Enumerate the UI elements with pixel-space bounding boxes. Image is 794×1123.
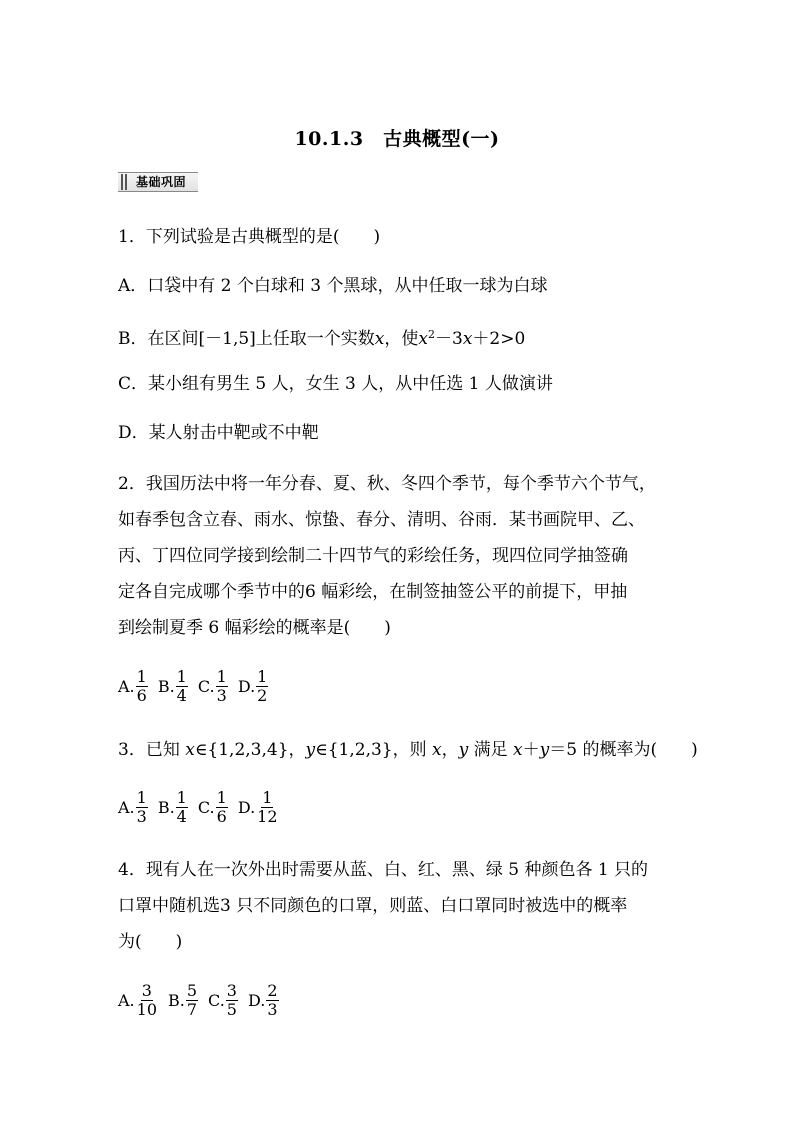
fraction [226, 982, 238, 1019]
numerator: 3 [226, 981, 237, 1000]
choice-c [198, 789, 228, 826]
choice-d [248, 982, 279, 1019]
question-3-choices [118, 789, 289, 826]
choice-letter: D. [237, 677, 256, 696]
denominator: 10 [136, 1000, 157, 1019]
fraction [216, 668, 228, 705]
numerator: 1 [176, 788, 187, 807]
denominator: 5 [226, 1000, 237, 1019]
variable: y [458, 740, 469, 760]
fraction [136, 668, 148, 705]
choice-letter: D. [247, 991, 266, 1010]
variable: x [513, 740, 523, 760]
variable: x [418, 329, 428, 349]
denominator: 4 [176, 807, 187, 826]
denominator: 3 [136, 807, 147, 826]
numerator: 1 [136, 667, 147, 686]
numerator: 1 [257, 667, 268, 686]
question-2-stem-line: 丙、丁四位同学接到绘制二十四节气的彩绘任务，现四位同学抽签确 [118, 546, 628, 566]
choice-letter: D. [237, 798, 256, 817]
question-3-stem [118, 738, 698, 762]
choice-letter: B. [168, 991, 185, 1010]
question-4-choices [118, 982, 289, 1019]
question-1-stem: 1．下列试验是古典概型的是( ) [118, 227, 381, 247]
choice-letter: B. [157, 798, 175, 817]
numerator: 1 [216, 667, 227, 686]
fraction [186, 982, 198, 1019]
question-2-stem-line: 如春季包含立春、雨水、惊蛰、春分、清明、谷雨．某书画院甲、乙、 [118, 510, 645, 530]
option-text: ＋2>0 [472, 329, 526, 349]
option-text: －3 [434, 329, 463, 349]
choice-a [118, 789, 148, 826]
fraction [256, 789, 278, 826]
stem-text: ， [441, 740, 459, 760]
fraction [256, 668, 268, 705]
fraction [176, 789, 188, 826]
variable: x [374, 329, 385, 349]
stem-text: ∈{1,2,3}，则 [315, 740, 433, 760]
tag-bar-decoration [121, 174, 123, 190]
option-text: ，使 [384, 329, 419, 349]
stem-text: 满足 [468, 740, 514, 760]
choice-b [168, 982, 198, 1019]
numerator: 1 [262, 788, 273, 807]
option-text: B．在区间[－1,5]上任取一个实数 [118, 329, 375, 349]
choice-letter: C. [208, 991, 225, 1010]
question-2-stem-line: 2．我国历法中将一年分春、夏、秋、冬四个季节，每个季节六个节气， [118, 474, 656, 494]
numerator: 1 [176, 667, 187, 686]
numerator: 2 [267, 981, 278, 1000]
fraction [216, 789, 228, 826]
variable: x [462, 329, 473, 349]
variable: x [185, 740, 195, 760]
numerator: 1 [136, 788, 147, 807]
stem-text: ＋ [522, 740, 540, 760]
question-4-stem-line: 为( ) [118, 932, 183, 952]
stem-text: ＝5 的概率为( ) [549, 740, 698, 760]
variable: y [539, 740, 550, 760]
fraction [136, 982, 158, 1019]
question-1-option-b [118, 323, 525, 351]
denominator: 6 [216, 807, 227, 826]
question-1-option-d: D．某人射击中靶或不中靶 [118, 423, 319, 443]
choice-d [238, 668, 269, 705]
exponent: 2 [427, 328, 435, 341]
denominator: 2 [257, 686, 268, 705]
fraction [266, 982, 278, 1019]
choice-letter: A. [118, 677, 135, 696]
denominator: 12 [257, 807, 278, 826]
choice-c [208, 982, 238, 1019]
choice-letter: C. [197, 798, 215, 817]
choice-letter: A. [118, 798, 135, 817]
choice-letter: B. [157, 677, 175, 696]
choice-b [158, 668, 188, 705]
fraction [176, 668, 188, 705]
choice-a [118, 668, 148, 705]
denominator: 3 [216, 686, 227, 705]
question-1-option-c: C．某小组有男生 5 人，女生 3 人，从中任选 1 人做演讲 [118, 374, 553, 394]
question-2-stem-line: 定各自完成哪个季节中的6 幅彩绘，在制签抽签公平的前提下，甲抽 [118, 582, 628, 602]
question-4-stem-line: 口罩中随机选3 只不同颜色的口罩，则蓝、白口罩同时被选中的概率 [118, 896, 628, 916]
variable: x [432, 740, 442, 760]
page-title: 10.1.3 古典概型(一) [294, 128, 500, 150]
question-2-choices [118, 668, 278, 705]
stem-text: ∈{1,2,3,4}， [194, 740, 306, 760]
denominator: 7 [186, 1000, 198, 1019]
fraction [136, 789, 148, 826]
denominator: 4 [176, 686, 187, 705]
choice-letter: C. [197, 677, 215, 696]
tag-bar-decoration [125, 174, 127, 190]
stem-text: 3．已知 [118, 740, 186, 760]
numerator: 5 [186, 981, 198, 1000]
choice-letter: A. [118, 991, 135, 1010]
choice-d [238, 789, 279, 826]
denominator: 6 [136, 686, 147, 705]
question-2-stem-line: 到绘制夏季 6 幅彩绘的概率是( ) [118, 618, 391, 638]
numerator: 3 [141, 981, 152, 1000]
numerator: 1 [216, 788, 227, 807]
section-tag [118, 172, 198, 192]
section-label: 基础巩固 [136, 175, 187, 189]
question-4-stem-line: 4．现有人在一次外出时需要从蓝、白、红、黑、绿 5 种颜色各 1 只的 [118, 860, 649, 880]
choice-a [118, 982, 158, 1019]
denominator: 3 [267, 1000, 278, 1019]
choice-b [158, 789, 188, 826]
choice-c [198, 668, 228, 705]
variable: y [305, 740, 316, 760]
question-1-option-a: A．口袋中有 2 个白球和 3 个黑球，从中任取一球为白球 [118, 276, 548, 296]
